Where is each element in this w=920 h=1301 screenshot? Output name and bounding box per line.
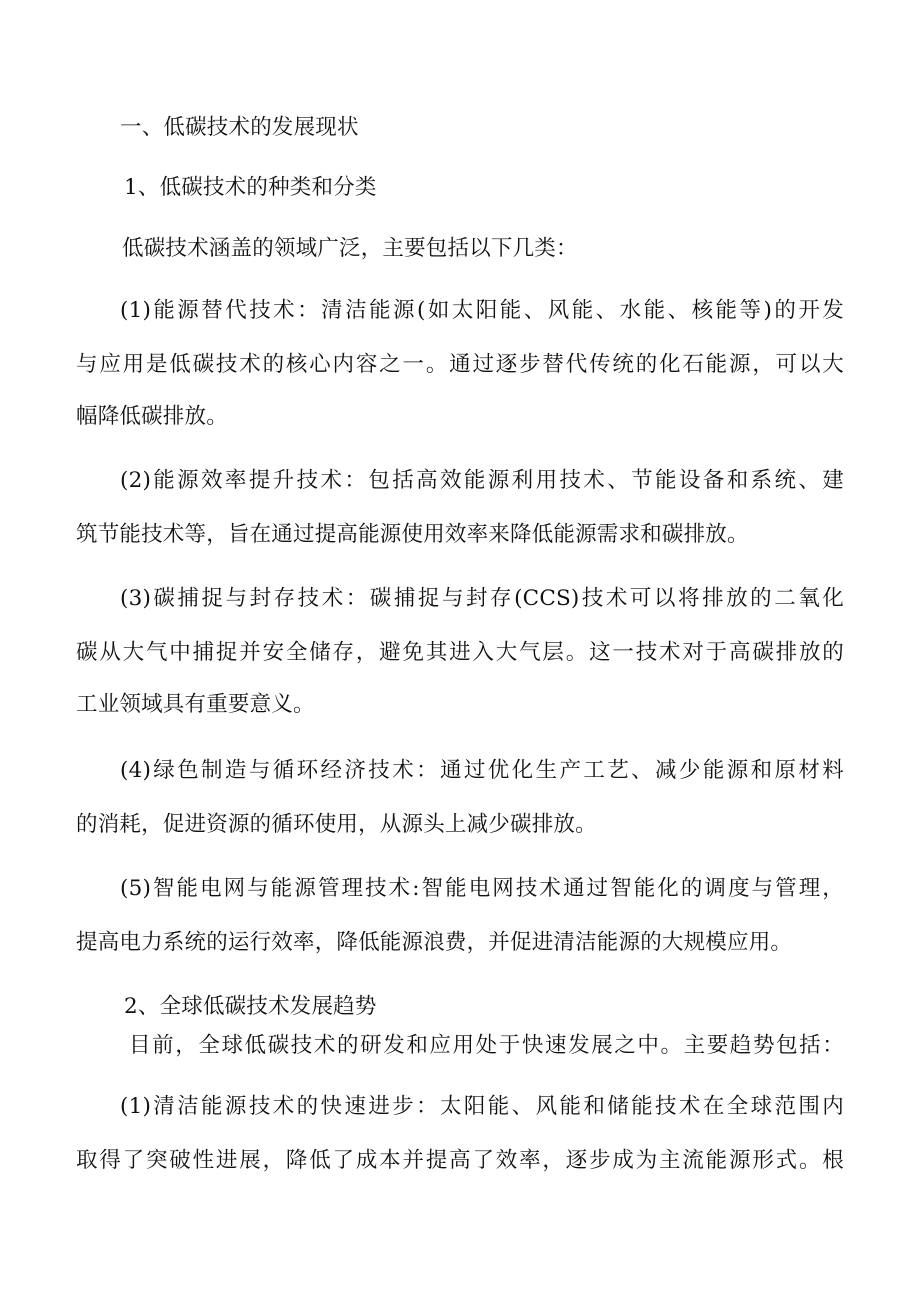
paragraph-line: (5)智能电网与能源管理技术:智能电网技术通过智能化的调度与管理，	[120, 876, 844, 901]
paragraph-line: 取得了突破性进展，降低了成本并提高了效率，逐步成为主流能源形式。根	[76, 1148, 844, 1173]
section-heading: 一、低碳技术的发展现状	[120, 115, 359, 140]
paragraph-line: (2)能源效率提升技术：包括高效能源利用技术、节能设备和系统、建	[120, 468, 844, 493]
paragraph-line: (1)清洁能源技术的快速进步：太阳能、风能和储能技术在全球范围内	[120, 1094, 844, 1119]
paragraph-line: 碳从大气中捕捉并安全储存，避免其进入大气层。这一技术对于高碳排放的	[76, 640, 844, 665]
subsection-heading-1: 1、低碳技术的种类和分类	[124, 175, 377, 200]
paragraph-line: 筑节能技术等，旨在通过提高能源使用效率来降低能源需求和碳排放。	[76, 522, 749, 547]
paragraph-line: (1)能源替代技术：清洁能源(如太阳能、风能、水能、核能等)的开发	[120, 298, 844, 323]
subsection-intro-2: 目前，全球低碳技术的研发和应用处于快速发展之中。主要趋势包括：	[129, 1033, 844, 1058]
paragraph-line: 提高电力系统的运行效率，降低能源浪费，并促进清洁能源的大规模应用。	[76, 930, 793, 955]
paragraph-line: (3)碳捕捉与封存技术：碳捕捉与封存(CCS)技术可以将排放的二氧化	[120, 586, 844, 611]
paragraph-line: 的消耗，促进资源的循环使用，从源头上减少碳排放。	[76, 812, 597, 837]
subsection-heading-2: 2、全球低碳技术发展趋势	[124, 994, 377, 1019]
paragraph-line: 幅降低碳排放。	[76, 404, 228, 429]
paragraph-line: 与应用是低碳技术的核心内容之一。通过逐步替代传统的化石能源，可以大	[76, 352, 844, 377]
subsection-intro-1: 低碳技术涵盖的领域广泛，主要包括以下几类：	[122, 236, 578, 261]
paragraph-line: 工业领域具有重要意义。	[76, 692, 315, 717]
paragraph-line: (4)绿色制造与循环经济技术：通过优化生产工艺、减少能源和原材料	[120, 758, 844, 783]
